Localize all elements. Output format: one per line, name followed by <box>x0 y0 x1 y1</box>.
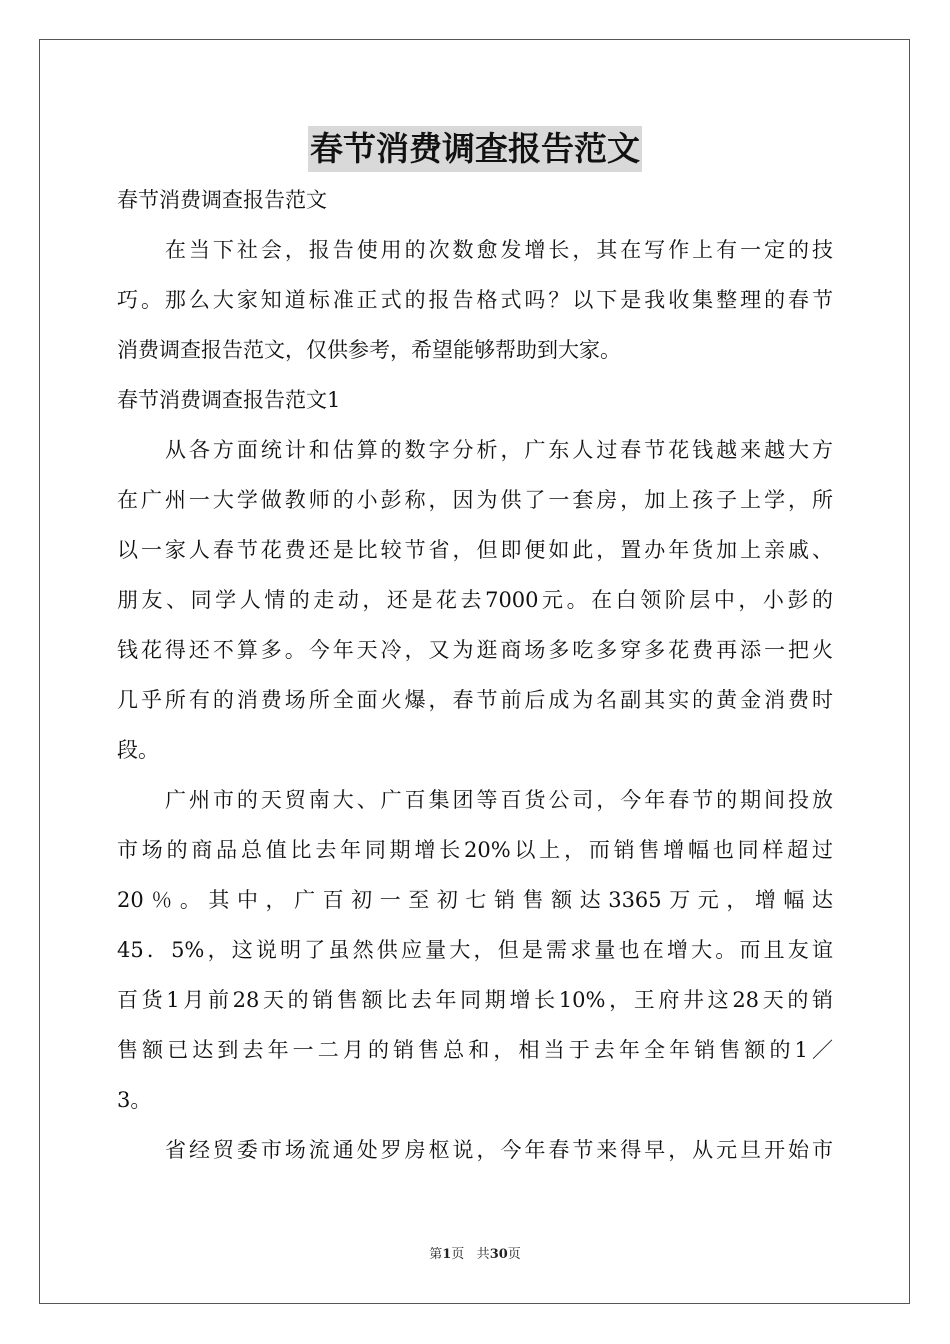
paragraph-line: 售额已达到去年一二月的销售总和，相当于去年全年销售额的1／ <box>117 1038 833 1062</box>
paragraph-line: 省经贸委市场流通处罗房枢说，今年春节来得早，从元旦开始市 <box>165 1138 833 1162</box>
paragraph-line: 消费调查报告范文，仅供参考，希望能够帮助到大家。 <box>117 338 621 362</box>
document-title-wrap <box>0 126 950 172</box>
paragraph-line: 巧。那么大家知道标准正式的报告格式吗？以下是我收集整理的春节 <box>117 288 833 312</box>
paragraph-line: 45．5%，这说明了虽然供应量大，但是需求量也在增大。而且友谊 <box>117 938 833 962</box>
paragraph-line: 市场的商品总值比去年同期增长20%以上，而销售增幅也同样超过 <box>117 838 833 862</box>
paragraph-line: 在广州一大学做教师的小彭称，因为供了一套房，加上孩子上学，所 <box>117 488 833 512</box>
paragraph-line: 20％。其中，广百初一至初七销售额达3365万元，增幅达 <box>117 888 833 912</box>
document-body <box>117 175 833 1175</box>
page-current: 1 <box>442 1247 452 1262</box>
paragraph-line: 广州市的天贸南大、广百集团等百货公司，今年春节的期间投放 <box>165 788 833 812</box>
page-total: 30 <box>489 1247 508 1262</box>
paragraph-line: 朋友、同学人情的走动，还是花去7000元。在白领阶层中，小彭的 <box>117 588 833 612</box>
page-footer <box>0 1246 950 1264</box>
page-unit: 页 <box>451 1247 465 1262</box>
subtitle-line: 春节消费调查报告范文 <box>117 188 327 212</box>
paragraph-line: 3。 <box>117 1088 152 1112</box>
paragraph-line: 钱花得还不算多。今年天冷，又为逛商场多吃多穿多花费再添一把火 <box>117 638 833 662</box>
page-prefix: 第 <box>429 1247 443 1262</box>
total-unit: 页 <box>507 1247 521 1262</box>
section-heading: 春节消费调查报告范文1 <box>117 388 341 412</box>
paragraph-line: 在当下社会，报告使用的次数愈发增长，其在写作上有一定的技 <box>165 238 833 262</box>
paragraph-line: 以一家人春节花费还是比较节省，但即便如此，置办年货加上亲戚、 <box>117 538 833 562</box>
total-prefix: 共 <box>476 1247 490 1262</box>
paragraph-line: 百货1月前28天的销售额比去年同期增长10%，王府井这28天的销 <box>117 988 833 1012</box>
document-title: 春节消费调查报告范文 <box>308 126 642 172</box>
paragraph-line: 从各方面统计和估算的数字分析，广东人过春节花钱越来越大方 <box>165 438 833 462</box>
paragraph-line: 段。 <box>117 738 159 762</box>
paragraph-line: 几乎所有的消费场所全面火爆，春节前后成为名副其实的黄金消费时 <box>117 688 833 712</box>
